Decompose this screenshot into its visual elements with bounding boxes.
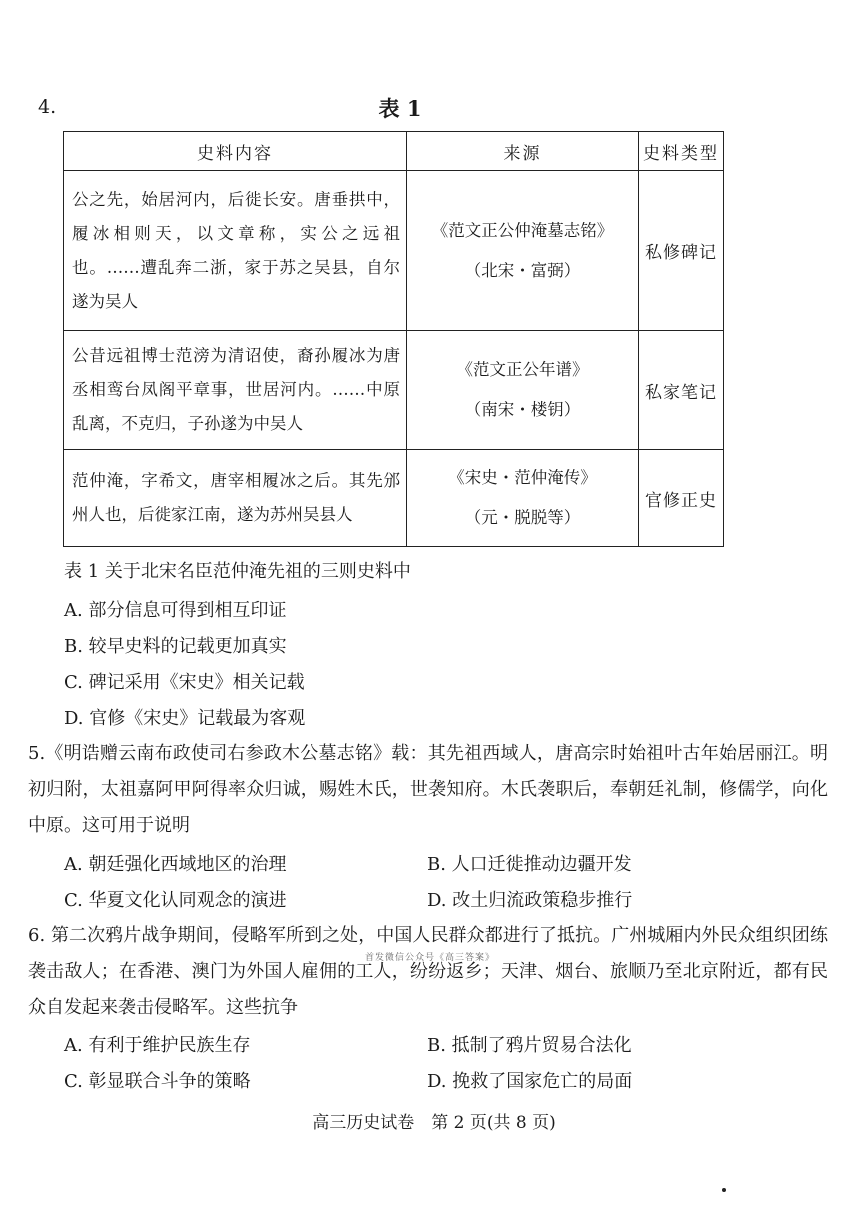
row-source [407, 171, 639, 331]
source-author: （元・脱脱等） [464, 508, 581, 527]
q4-option-a[interactable]: A. 部分信息可得到相互印证 [64, 600, 287, 621]
header-type: 史料类型 [639, 132, 724, 171]
q6-option-d[interactable]: D. 挽救了国家危亡的局面 [427, 1071, 633, 1092]
q6-option-a[interactable]: A. 有利于维护民族生存 [64, 1035, 251, 1056]
row-content: 公之先，始居河内，后徙长安。唐垂拱中，履冰相则天，以文章称，实公之远祖也。……遭乱奔二浙，家于苏之吴县，自尔遂为吴人 [64, 171, 407, 331]
row-source [407, 450, 639, 547]
source-author: （南宋・楼钥） [464, 400, 581, 419]
table-row [64, 450, 724, 547]
source-title: 《范文正公仲淹墓志铭》 [431, 220, 614, 240]
header-content: 史料内容 [64, 132, 407, 171]
source-title: 《宋史・范仲淹传》 [448, 468, 597, 487]
row-source [407, 331, 639, 450]
q5-option-a[interactable]: A. 朝廷强化西域地区的治理 [64, 854, 287, 875]
q5-option-b[interactable]: B. 人口迁徙推动边疆开发 [427, 854, 632, 875]
source-table [63, 131, 724, 547]
header-source: 来源 [407, 132, 639, 171]
table-header-row [64, 132, 724, 171]
q5-option-d[interactable]: D. 改土归流政策稳步推行 [427, 890, 633, 911]
row-content: 公昔远祖博士范滂为清诏使，裔孙履冰为唐丞相鸾台凤阁平章事，世居河内。……中原乱离，不克归，子孙遂为中吴人 [64, 331, 407, 450]
q4-option-b[interactable]: B. 较早史料的记载更加真实 [64, 636, 287, 657]
table-row [64, 331, 724, 450]
q5-option-c[interactable]: C. 华夏文化认同观念的演进 [64, 890, 287, 911]
question-5-text [28, 736, 828, 844]
page-footer: 高三历史试卷 第 2 页(共 8 页) [312, 1113, 556, 1133]
table-row [64, 171, 724, 331]
question-6-text [28, 918, 828, 1026]
scan-dot [722, 1188, 726, 1192]
source-title: 《范文正公年谱》 [456, 360, 589, 379]
row-type: 官修正史 [639, 450, 724, 547]
watermark-text: 首发微信公众号《高三答案》 [365, 953, 496, 963]
question-4-number: 4. [38, 96, 57, 118]
row-content: 范仲淹，字希文，唐宰相履冰之后。其先邠州人也，后徙家江南，遂为苏州吴县人 [64, 450, 407, 547]
q5-body: 5.《明诰赠云南布政使司右参政木公墓志铭》载：其先祖西域人，唐高宗时始祖叶古年始居丽江。明初归附，太祖嘉阿甲阿得率众归诚，赐姓木氏，世袭知府。木氏袭职后，奉朝廷礼制，修儒学，向化中原。这可用于说明 [28, 743, 828, 836]
source-author: （北宋・富弼） [464, 260, 581, 280]
row-type: 私家笔记 [639, 331, 724, 450]
table-title: 表 1 [378, 96, 422, 121]
question-4-stem: 表 1 关于北宋名臣范仲淹先祖的三则史料中 [64, 561, 411, 582]
q4-option-d[interactable]: D. 官修《宋史》记载最为客观 [64, 708, 306, 729]
q6-body: 6. 第二次鸦片战争期间，侵略军所到之处，中国人民群众都进行了抵抗。广州城厢内外民众组织团练袭击敌人；在香港、澳门为外国人雇佣的工人，纷纷返乡；天津、烟台、旅顺乃至北京附近，都有民众自发起来袭击侵略军。这些抗争 [28, 925, 828, 1018]
row-type: 私修碑记 [639, 171, 724, 331]
q6-option-b[interactable]: B. 抵制了鸦片贸易合法化 [427, 1035, 632, 1056]
q4-option-c[interactable]: C. 碑记采用《宋史》相关记载 [64, 672, 305, 693]
q6-option-c[interactable]: C. 彰显联合斗争的策略 [64, 1071, 251, 1092]
